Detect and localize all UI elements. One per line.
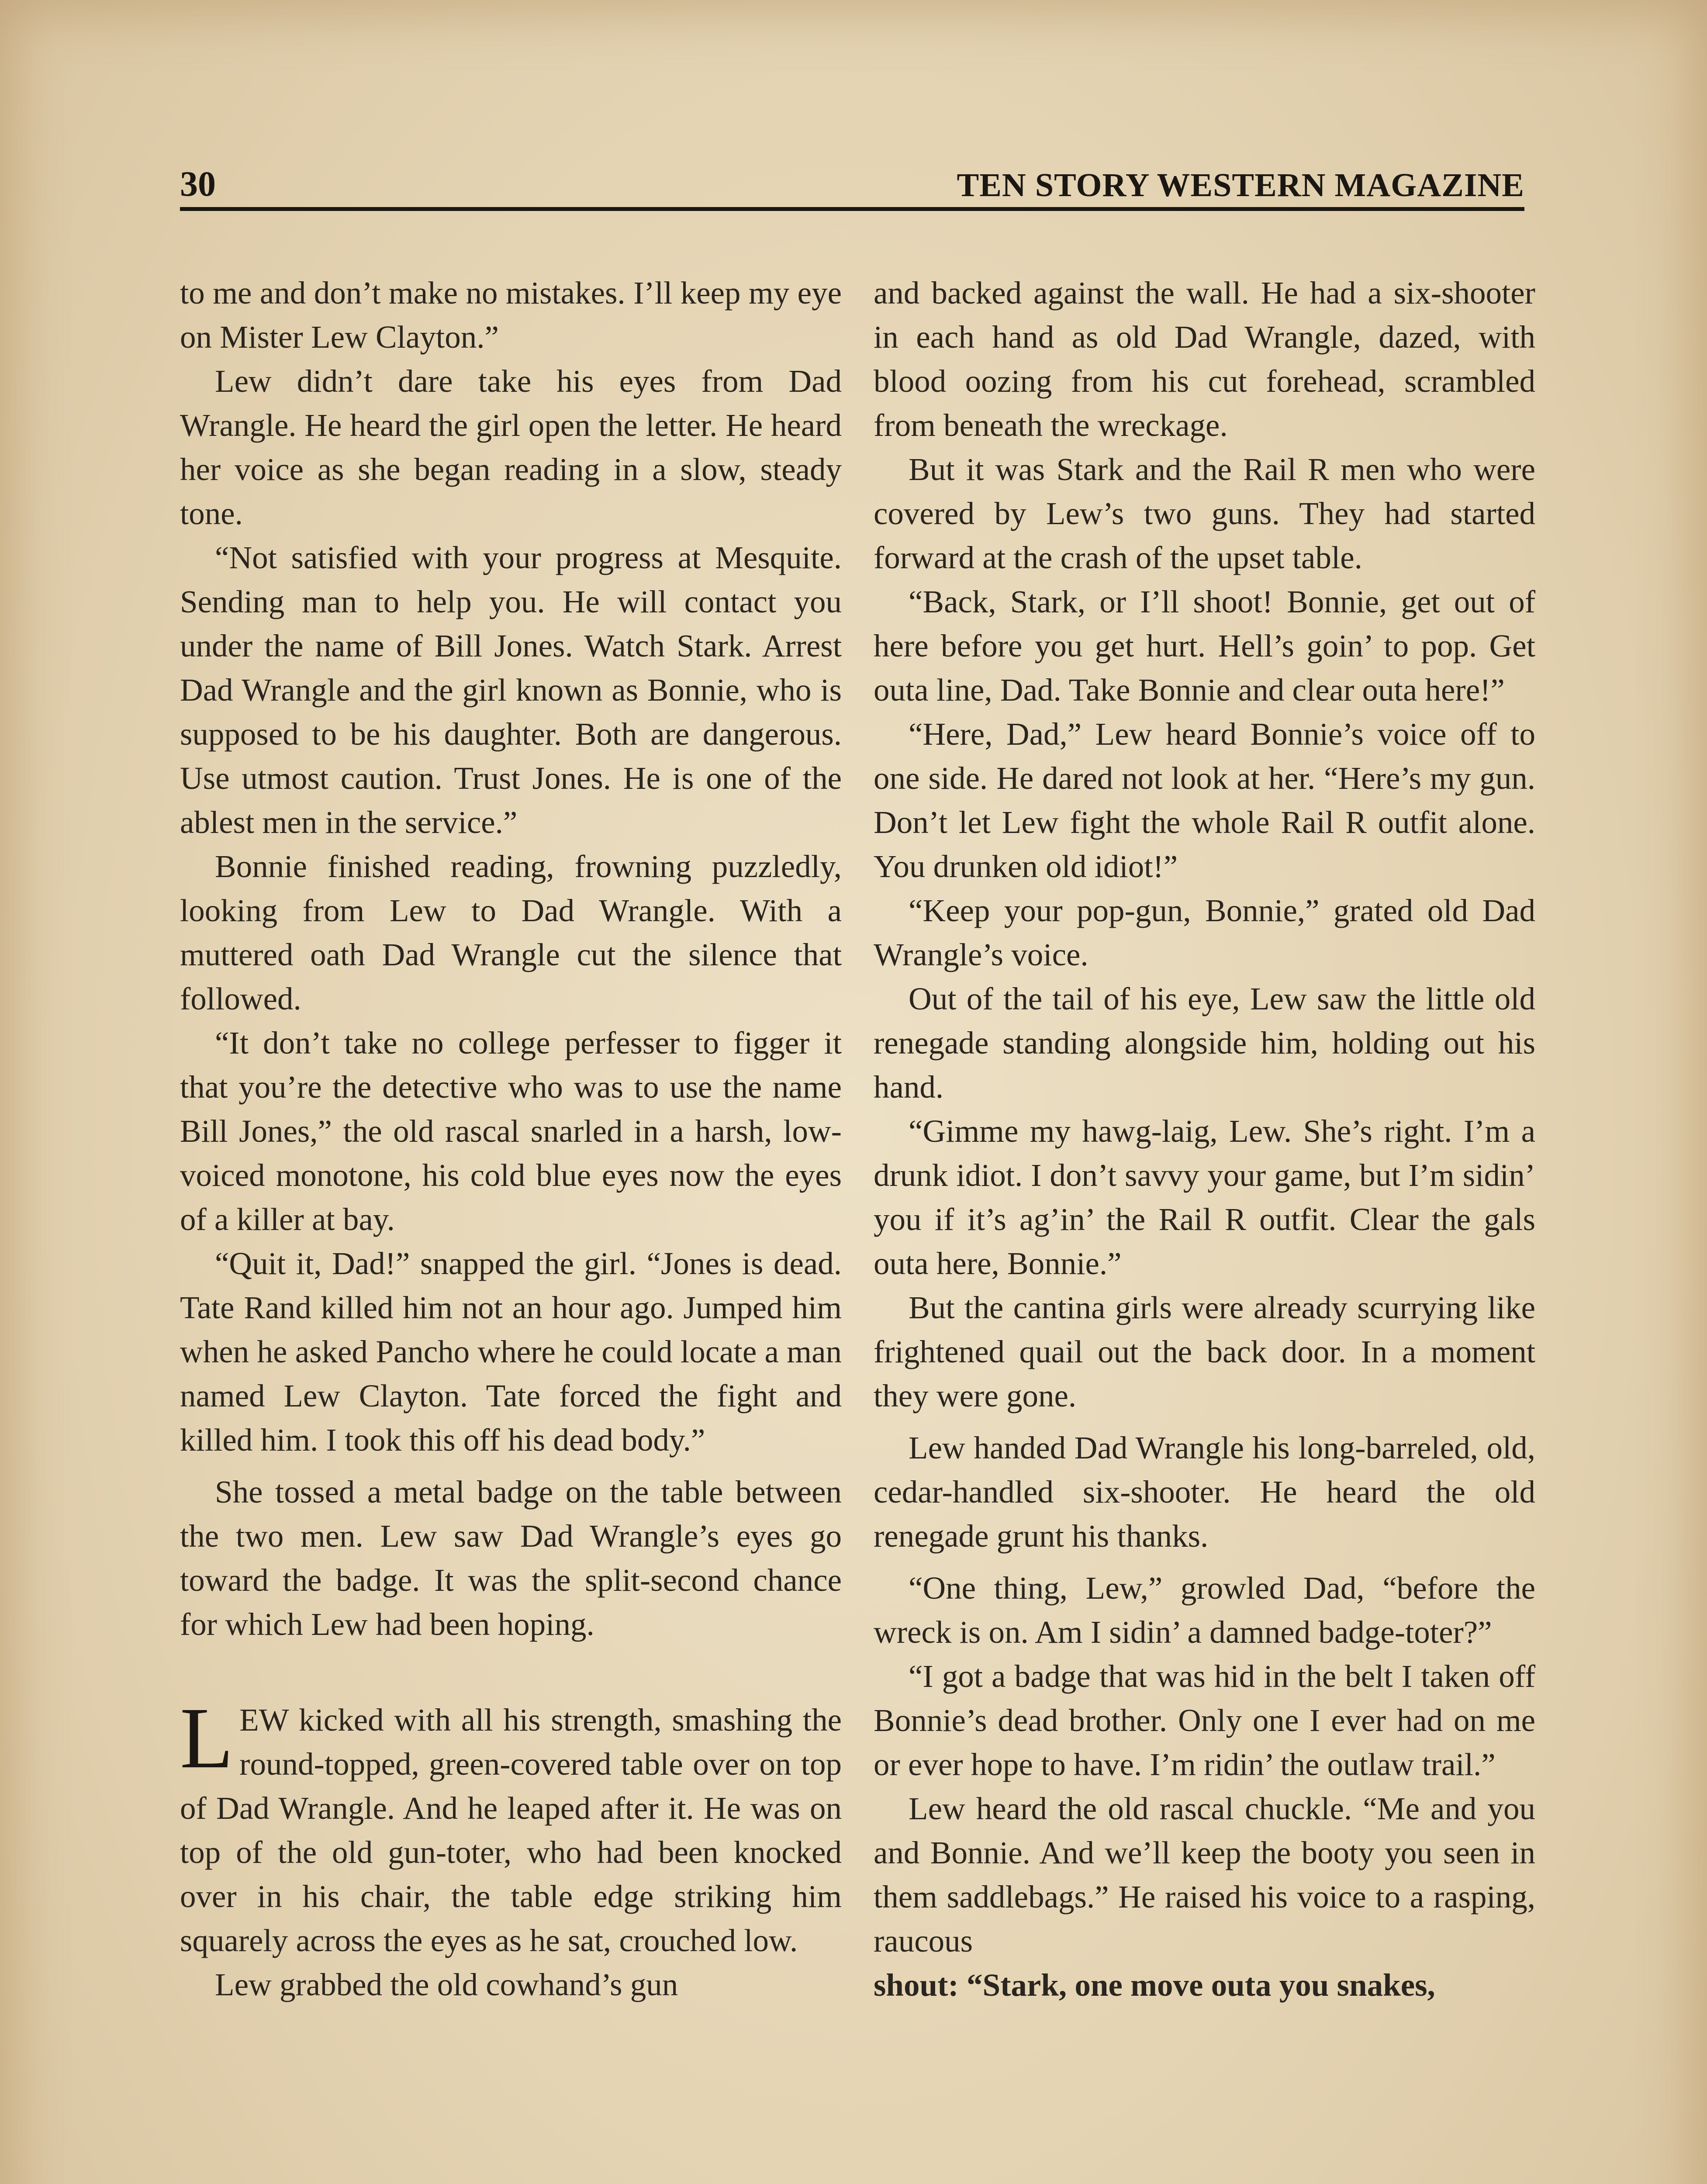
paragraph: She tossed a metal badge on the table between the two men. Lew saw Dad Wrangle’s eyes go toward the badge. It was the split-second chance for which Lew had been hoping. — [180, 1474, 842, 1642]
page-number: 30 — [180, 164, 216, 204]
left-column — [180, 271, 842, 2007]
paragraph: But it was Stark and the Rail R men who were covered by Lew’s two guns. They had started forward at the crash of the upset table. — [874, 452, 1535, 575]
paragraph: “One thing, Lew,” growled Dad, “before the wreck is on. Am I sidin’ a damned badge-toter?” — [874, 1570, 1535, 1650]
paragraph: to me and don’t make no mistakes. I’ll keep my eye on Mister Lew Clayton.” — [180, 275, 842, 355]
paragraph: Lew didn’t dare take his eyes from Dad Wrangle. He heard the girl open the letter. He heard her voice as she began reading in a slow, steady tone. — [180, 363, 842, 531]
paragraph: But the cantina girls were already scurrying like frightened quail out the back door. In a moment they were gone. — [874, 1290, 1535, 1413]
header-rule — [180, 207, 1524, 211]
paragraph: Lew heard the old rascal chuckle. “Me and you and Bonnie. And we’ll keep the booty you seen in them saddlebags.” He raised his voice to a rasping, raucous — [874, 1791, 1535, 1959]
drop-cap: L — [180, 1690, 234, 1787]
paragraph: and backed against the wall. He had a six-shooter in each hand as old Dad Wrangle, dazed, with blood oozing from his cut forehead, scrambled from beneath the wreckage. — [874, 275, 1535, 443]
paragraph: “Gimme my hawg-laig, Lew. She’s right. I’m a drunk idiot. I don’t savvy your game, but I’m sidin’ you if it’s ag’in’ the Rail R outfit. Clear the gals outa here, Bonnie.” — [874, 1113, 1535, 1281]
paragraph: “Back, Stark, or I’ll shoot! Bonnie, get out of here before you get hurt. Hell’s goin’ to pop. Get outa line, Dad. Take Bonnie and clear outa here!” — [874, 584, 1535, 708]
section-opening-paragraph — [180, 1690, 842, 1963]
right-column — [874, 271, 1535, 2007]
paragraph: Lew handed Dad Wrangle his long-barreled, old, cedar-handled six-shooter. He heard the old renegade grunt his thanks. — [874, 1430, 1535, 1554]
paragraph: “It don’t take no college perfesser to figger it that you’re the detective who was to use the name Bill Jones,” the old rascal snarled in a harsh, low-voiced monotone, his cold blue eyes now the eyes of a killer at bay. — [180, 1025, 842, 1237]
shout-text: “Stark, one move outa you snakes, — [958, 1967, 1435, 2003]
paragraph: “Here, Dad,” Lew heard Bonnie’s voice off to one side. He dared not look at her. “Here’s my gun. Don’t let Lew fight the whole Rail R outfit alone. You drunken old idiot!” — [874, 716, 1535, 884]
paragraph: “I got a badge that was hid in the belt I taken off Bonnie’s dead brother. Only one I ever had on me or ever hope to have. I’m ridin’ the outlaw trail.” — [874, 1659, 1535, 1782]
paragraph: “Quit it, Dad!” snapped the girl. “Jones is dead. Tate Rand killed him not an hour ago. Jumped him when he asked Pancho where he could locate a man named Lew Clayton. Tate forced the fight and killed him. I took this off his dead body.” — [180, 1246, 842, 1458]
paragraph: “Keep your pop-gun, Bonnie,” grated old Dad Wrangle’s voice. — [874, 893, 1535, 972]
paragraph: Lew grabbed the old cowhand’s gun — [215, 1967, 678, 2002]
paragraph: Out of the tail of his eye, Lew saw the little old renegade standing alongside him, holding out his hand. — [874, 981, 1535, 1105]
section-opening-text: EW kicked with all his strength, smashing the round-topped, green-covered table over on top of Dad Wrangle. And he leaped after it. He was on top of the old gun-toter, who had been knocked over in his chair, the table edge striking him squarely across the eyes as he sat, crouched low. — [180, 1702, 842, 1958]
paragraph: “Not satisfied with your progress at Mesquite. Sending man to help you. He will contact you under the name of Bill Jones. Watch Stark. Arrest Dad Wrangle and the girl known as Bonnie, who is supposed to be his daughter. Both are dangerous. Use utmost caution. Trust Jones. He is one of the ablest men in the service.” — [180, 540, 842, 840]
final-line — [874, 1963, 1535, 2007]
magazine-title: TEN STORY WESTERN MAGAZINE — [957, 167, 1524, 204]
shout-lead: shout: — [874, 1967, 959, 2003]
running-header — [180, 157, 1524, 210]
paragraph: Bonnie finished reading, frowning puzzledly, looking from Lew to Dad Wrangle. With a muttered oath Dad Wrangle cut the silence that followed. — [180, 849, 842, 1016]
